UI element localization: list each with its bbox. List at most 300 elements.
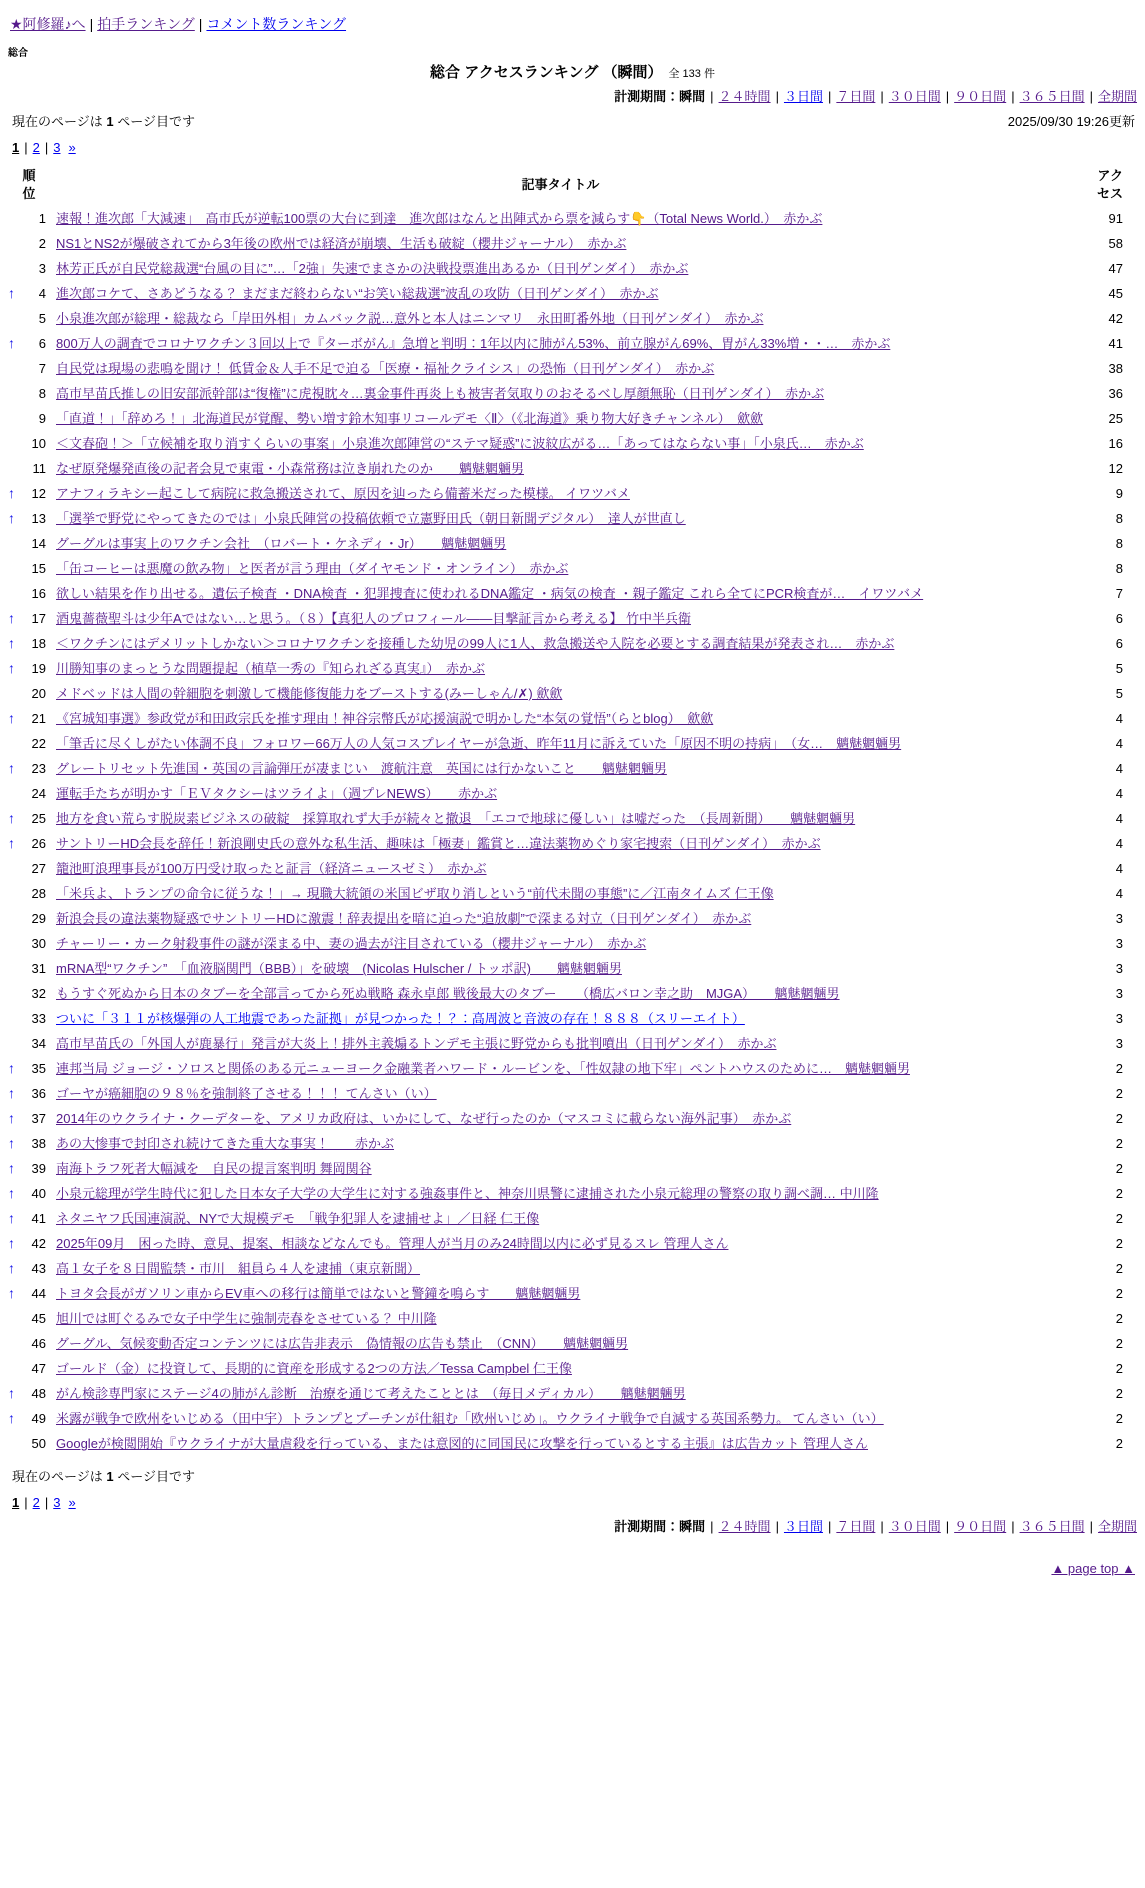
access-count: 2 xyxy=(1115,1336,1123,1352)
access-count: 8 xyxy=(1115,536,1123,552)
table-row xyxy=(8,981,1137,1006)
title-cell xyxy=(50,631,1071,656)
period-option[interactable]: ３０日間 xyxy=(888,89,941,104)
article-link[interactable]: 「米兵よ、トランプの命令に従うな！」→ 現職大統領の米国ビザ取り消しという“前代未聞の事態”に／江南タイムズ 仁王像 xyxy=(56,886,774,902)
page-link[interactable]: 3 xyxy=(53,140,61,155)
article-link[interactable]: 「選挙で野党にやってきたのでは」小泉氏陣営の投稿依頼で立憲野田氏（朝日新聞デジタル） 達人が世直し xyxy=(56,511,686,527)
up-arrow-icon: ↑ xyxy=(8,510,15,527)
period-option[interactable]: ２４時間 xyxy=(718,89,771,104)
access-count: 6 xyxy=(1115,611,1123,627)
article-link[interactable]: なぜ原発爆発直後の記者会見で東電・小森常務は泣き崩れたのか 魑魅魍魎男 xyxy=(56,461,525,477)
title-cell xyxy=(50,1281,1071,1306)
table-row xyxy=(8,1381,1137,1406)
table-row xyxy=(8,631,1137,656)
table-row xyxy=(8,806,1137,831)
period-separator: | xyxy=(710,1519,714,1535)
access-count: 12 xyxy=(1108,461,1123,477)
article-link[interactable]: 林芳正氏が自民党総裁選“台風の目に”…「2強」失速でまさかの決戦投票進出あるか（日刊ゲンダイ） 赤かぶ xyxy=(56,261,689,277)
up-arrow-icon: ↑ xyxy=(8,1110,15,1127)
period-label: 計測期間： xyxy=(614,89,680,104)
up-arrow-icon: ↑ xyxy=(8,285,15,302)
title-cell xyxy=(50,1356,1071,1381)
rank-cell xyxy=(8,856,50,881)
rank-number: 19 xyxy=(31,661,46,677)
table-row xyxy=(8,781,1137,806)
title-cell xyxy=(50,1206,1071,1231)
period-option[interactable]: ２４時間 xyxy=(718,1519,771,1535)
period-option[interactable]: ７日間 xyxy=(836,1519,876,1535)
title-cell xyxy=(50,606,1071,631)
title-cell xyxy=(50,381,1071,406)
nav-separator: | xyxy=(89,16,94,32)
access-count: 7 xyxy=(1115,586,1123,602)
title-cell xyxy=(50,581,1071,606)
period-separator: | xyxy=(1011,89,1015,104)
article-link[interactable]: グーグルは事実上のワクチン会社 （ロバート・ケネディ・Jr） 魑魅魍魎男 xyxy=(56,536,507,552)
article-link[interactable]: アナフィラキシー起こして病院に救急搬送されて、原因を辿ったら備蓄米だった模様。 イワツバメ xyxy=(56,486,630,502)
table-row xyxy=(8,306,1137,331)
table-row xyxy=(8,1156,1137,1181)
rank-number: 49 xyxy=(31,1411,46,1427)
article-link[interactable]: 800万人の調査でコロナワクチン３回以上で『ターボがん』急増と判明：1年以内に肺がん53%、前立腺がん69%、胃がん33%増・・… 赤かぶ xyxy=(56,336,891,352)
access-count: 2 xyxy=(1115,1211,1123,1227)
rank-number: 43 xyxy=(31,1261,46,1277)
table-row xyxy=(8,381,1137,406)
period-option[interactable]: ９０日間 xyxy=(954,89,1007,104)
rank-cell xyxy=(8,1306,50,1331)
up-arrow-icon: ↑ xyxy=(8,485,15,502)
access-count: 2 xyxy=(1115,1061,1123,1077)
title-cell xyxy=(50,1006,1071,1031)
access-count: 3 xyxy=(1115,1036,1123,1052)
access-count: 2 xyxy=(1115,1136,1123,1152)
rank-number: 22 xyxy=(31,736,46,752)
period-separator: | xyxy=(827,89,832,104)
table-row xyxy=(8,731,1137,756)
rank-cell xyxy=(8,1381,50,1406)
access-count: 2 xyxy=(1115,1311,1123,1327)
rank-number: 25 xyxy=(31,811,46,827)
next-page-link[interactable]: » xyxy=(68,140,76,155)
table-row xyxy=(8,581,1137,606)
period-option[interactable]: ７日間 xyxy=(836,89,876,104)
table-row xyxy=(8,256,1137,281)
table-row xyxy=(8,831,1137,856)
up-arrow-icon: ↑ xyxy=(8,835,15,852)
article-link[interactable]: Googleが検閲開始『ウクライナが大量虐殺を行っている、または意図的に同国民に攻撃を行っているとする主張』は広告カット 管理人さん xyxy=(56,1436,869,1452)
up-arrow-icon: ↑ xyxy=(8,660,15,677)
rank-cell xyxy=(8,731,50,756)
title-cell xyxy=(50,506,1071,531)
rank-cell xyxy=(8,1031,50,1056)
pagination-top xyxy=(12,140,1137,155)
period-option[interactable]: ３日間 xyxy=(783,89,823,104)
rank-cell xyxy=(8,1156,50,1181)
up-arrow-icon: ↑ xyxy=(8,1085,15,1102)
article-link[interactable]: ついに「３１１が核爆弾の人工地震であった証拠」が見つかった！？：高周波と音波の存在！８８８（スリーエイト） xyxy=(56,1011,745,1027)
access-count: 8 xyxy=(1115,511,1123,527)
period-separator: | xyxy=(880,1519,884,1535)
title-cell xyxy=(50,331,1071,356)
rank-number: 17 xyxy=(31,611,46,627)
access-count: 4 xyxy=(1115,811,1123,827)
rank-number: 23 xyxy=(31,761,46,777)
article-link[interactable]: ゴーヤが癌細胞の９８％を強制終了させる！！！ てんさい（い） xyxy=(56,1086,437,1102)
title-cell xyxy=(50,831,1071,856)
rank-cell xyxy=(8,956,50,981)
table-row xyxy=(8,1306,1137,1331)
access-count: 4 xyxy=(1115,711,1123,727)
article-link[interactable]: 「直道！」「辞めろ！」北海道民が覚醒、勢い増す鈴木知事リコールデモ〈Ⅱ〉（《北海道》乗り物大好きチャンネル） 歛歛 xyxy=(56,411,764,427)
article-link[interactable]: 2025年09月 困った時、意見、提案、相談などなんでも。管理人が当月のみ24時間以内に必ず見るスレ 管理人さん xyxy=(56,1236,729,1252)
access-count: 2 xyxy=(1115,1111,1123,1127)
title-cell xyxy=(50,531,1071,556)
article-link[interactable]: 高１女子を８日間監禁・市川 組員ら４人を逮捕（東京新聞） xyxy=(56,1261,421,1277)
period-separator: | xyxy=(1089,89,1093,104)
rank-cell xyxy=(8,1406,50,1431)
up-arrow-icon: ↑ xyxy=(8,1410,15,1427)
article-link[interactable]: グーグル、気候変動否定コンテンツには広告非表示 偽情報の広告も禁止 （CNN） 魑魅魍魎男 xyxy=(56,1336,629,1352)
access-count: 4 xyxy=(1115,836,1123,852)
rank-number: 18 xyxy=(31,636,46,652)
access-count: 2 xyxy=(1115,1411,1123,1427)
table-row xyxy=(8,681,1137,706)
period-option[interactable]: 全期間 xyxy=(1097,1519,1137,1535)
up-arrow-icon: ↑ xyxy=(8,710,15,727)
rank-cell xyxy=(8,806,50,831)
rank-number: 33 xyxy=(31,1011,46,1027)
period-separator: | xyxy=(945,1519,950,1535)
rank-column-header: 順 位 xyxy=(22,168,36,201)
article-link[interactable]: 2014年のウクライナ・クーデターを、アメリカ政府は、いかにして、なぜ行ったのか（マスコミに載らない海外記事） 赤かぶ xyxy=(56,1111,792,1127)
period-separator: | xyxy=(775,89,779,104)
nav-separator: | xyxy=(198,16,203,32)
rank-cell xyxy=(8,1331,50,1356)
access-count: 3 xyxy=(1115,986,1123,1002)
nav-link[interactable]: 拍手ランキング xyxy=(97,16,195,32)
table-row xyxy=(8,1231,1137,1256)
article-link[interactable]: サントリーHD会長を辞任！新浪剛史氏の意外な私生活、趣味は「極妻」鑑賞と…違法薬物めぐり家宅捜索（日刊ゲンダイ） 赤かぶ xyxy=(56,836,821,852)
rank-number: 42 xyxy=(31,1236,46,1252)
article-link[interactable]: トヨタ会長がガソリン車からEV車への移行は簡単ではないと警鐘を鳴らす 魑魅魍魎男 xyxy=(56,1286,581,1302)
up-arrow-icon: ↑ xyxy=(8,1135,15,1152)
article-link[interactable]: ネタニヤフ氏国連演説、NYで大規模デモ 「戦争犯罪人を逮捕せよ」／日経 仁王像 xyxy=(56,1211,540,1227)
rank-cell xyxy=(8,681,50,706)
table-row xyxy=(8,431,1137,456)
table-row xyxy=(8,931,1137,956)
rank-cell xyxy=(8,981,50,1006)
rank-cell xyxy=(8,656,50,681)
table-row xyxy=(8,1406,1137,1431)
article-link[interactable]: NS1とNS2が爆破されてから3年後の欧州では経済が崩壊、生活も破綻（櫻井ジャーナル） 赤かぶ xyxy=(56,236,627,252)
up-arrow-icon: ↑ xyxy=(8,335,15,352)
total-count: 全 133 件 xyxy=(668,68,715,80)
rank-number: 9 xyxy=(38,411,46,427)
page-link[interactable]: 3 xyxy=(53,1495,61,1511)
access-count: 3 xyxy=(1115,1011,1123,1027)
rank-cell xyxy=(8,1006,50,1031)
rank-cell xyxy=(8,1081,50,1106)
title-cell xyxy=(50,406,1071,431)
article-link[interactable]: グレートリセット先進国・英国の言論弾圧が凄まじい 渡航注意 英国には行かないこと 魑魅魍魎男 xyxy=(56,761,667,777)
article-link[interactable]: チャーリー・カーク射殺事件の謎が深まる中、妻の過去が注目されている（櫻井ジャーナル） 赤かぶ xyxy=(56,936,647,952)
rank-number: 6 xyxy=(38,336,46,352)
table-row xyxy=(8,856,1137,881)
article-link[interactable]: 酒鬼薔薇聖斗は少年Aではない…と思う。（８）【真犯人のプロフィール――目撃証言から考える】 竹中半兵衛 xyxy=(56,611,691,627)
rank-number: 47 xyxy=(31,1361,46,1377)
article-link[interactable]: あの大惨事で封印され続けてきた重大な事実！ 赤かぶ xyxy=(56,1136,395,1152)
up-arrow-icon: ↑ xyxy=(8,1285,15,1302)
top-nav xyxy=(10,14,1137,34)
rank-number: 20 xyxy=(31,686,46,702)
title-column-header: 記事タイトル xyxy=(521,176,600,192)
rank-cell xyxy=(8,331,50,356)
access-count: 25 xyxy=(1108,411,1123,427)
access-count: 2 xyxy=(1115,1261,1123,1277)
table-row xyxy=(8,1006,1137,1031)
page-title-line xyxy=(8,61,1137,82)
table-row xyxy=(8,281,1137,306)
table-row xyxy=(8,406,1137,431)
period-option[interactable]: ３０日間 xyxy=(888,1519,941,1535)
period-option[interactable]: ９０日間 xyxy=(954,1519,1007,1535)
rank-cell xyxy=(8,906,50,931)
rank-cell xyxy=(8,631,50,656)
article-link[interactable]: ゴールド（金）に投資して、長期的に資産を形成する2つの方法／Tessa Campbel 仁王像 xyxy=(56,1361,572,1377)
title-cell xyxy=(50,256,1071,281)
table-row xyxy=(8,1081,1137,1106)
title-cell xyxy=(50,1381,1071,1406)
article-link[interactable]: ＜ワクチンにはデメリットしかない＞コロナワクチンを接種した幼児の99人に1人、救急搬送や入院を必要とする調査結果が発表され… 赤かぶ xyxy=(56,636,895,652)
rank-cell xyxy=(8,1106,50,1131)
title-cell xyxy=(50,1231,1071,1256)
table-row xyxy=(8,356,1137,381)
title-cell xyxy=(50,781,1071,806)
rank-cell xyxy=(8,1231,50,1256)
title-cell xyxy=(50,1131,1071,1156)
rank-number: 11 xyxy=(32,461,46,477)
rank-cell xyxy=(8,256,50,281)
access-count: 42 xyxy=(1108,311,1123,327)
article-link[interactable]: 高市早苗氏の「外国人が鹿暴行」発言が大炎上！排外主義煽るトンデモ主張に野党からも批判噴出（日刊ゲンダイ） 赤かぶ xyxy=(56,1036,777,1052)
rank-number: 39 xyxy=(31,1161,46,1177)
access-count: 2 xyxy=(1115,1286,1123,1302)
period-bar-bottom xyxy=(8,1516,1137,1535)
rank-cell xyxy=(8,556,50,581)
article-link[interactable]: 米露が戦争で欧州をいじめる（田中宇）トランプとプーチンが仕組む「欧州いじめ」。ウクライナ戦争で自滅する英国系勢力。 てんさい（い） xyxy=(56,1411,884,1427)
table-row xyxy=(8,881,1137,906)
title-cell xyxy=(50,1106,1071,1131)
article-link[interactable]: 小泉元総理が学生時代に犯した日本女子大学の大学生に対する強姦事件と、神奈川県警に逮捕された小泉元総理の警察の取り調べ調… 中川隆 xyxy=(56,1186,879,1202)
period-option[interactable]: ３６５日間 xyxy=(1019,89,1085,104)
info-line xyxy=(8,111,1137,130)
access-count: 8 xyxy=(1115,561,1123,577)
article-link[interactable]: もうすぐ死ぬから日本のタブーを全部言ってから死ぬ戦略 森永卓郎 戦後最大のタブー （橋広バロン幸之助 MJGA） 魑魅魍魎男 xyxy=(56,986,840,1002)
title-cell xyxy=(50,1406,1071,1431)
article-link[interactable]: 旭川では町ぐるみで女子中学生に強制売春をさせている？ 中川隆 xyxy=(56,1311,437,1327)
title-cell xyxy=(50,231,1071,256)
article-link[interactable]: 速報！進次郎「大減速」 高市氏が逆転100票の大台に到達 進次郎はなんと出陣式から票を減らす👇（Total News World.） 赤かぶ xyxy=(56,211,823,227)
category-label: 総合 xyxy=(8,48,28,59)
page-separator: | xyxy=(44,1495,49,1511)
article-link[interactable]: 連邦当局 ジョージ・ソロスと関係のある元ニューヨーク金融業者ハワード・ルービンを、「性奴隷の地下牢」ペントハウスのために… 魑魅魍魎男 xyxy=(56,1061,910,1077)
article-link[interactable]: 運転手たちが明かす「ＥＶタクシーはツライよ」（週プレNEWS） 赤かぶ xyxy=(56,786,498,802)
access-count: 38 xyxy=(1108,361,1123,377)
rank-cell xyxy=(8,1431,50,1456)
table-row xyxy=(8,756,1137,781)
title-cell xyxy=(50,1081,1071,1106)
table-row xyxy=(8,1431,1137,1456)
table-row xyxy=(8,956,1137,981)
access-count: 91 xyxy=(1108,211,1123,227)
rank-cell xyxy=(8,356,50,381)
period-option[interactable]: ３日間 xyxy=(783,1519,823,1535)
title-cell xyxy=(50,756,1071,781)
rank-cell xyxy=(8,706,50,731)
rank-cell xyxy=(8,1356,50,1381)
rank-cell xyxy=(8,1256,50,1281)
table-row xyxy=(8,206,1137,231)
rank-number: 7 xyxy=(38,361,46,377)
title-cell xyxy=(50,856,1071,881)
period-option[interactable]: 全期間 xyxy=(1097,89,1137,104)
page-info-bottom: 現在のページは 1 ページ目です xyxy=(12,1469,195,1485)
access-count: 2 xyxy=(1115,1386,1123,1402)
access-count: 2 xyxy=(1115,1186,1123,1202)
article-link[interactable]: mRNA型“ワクチン” 「血液脳関門（BBB）」を破壊 (Nicolas Hulscher / トッポ訳) 魑魅魍魎男 xyxy=(56,961,622,977)
article-link[interactable]: 「缶コーヒーは悪魔の飲み物」と医者が言う理由（ダイヤモンド・オンライン） 赤かぶ xyxy=(56,561,569,577)
article-link[interactable]: 高市早苗氏推しの旧安部派幹部は“復権”に虎視眈々…裏金事件再炎上も被害者気取りのおそるべし厚顔無恥（日刊ゲンダイ） 赤かぶ xyxy=(56,386,825,402)
rank-cell xyxy=(8,1131,50,1156)
article-link[interactable]: メドベッドは人間の幹細胞を刺激して機能修復能力をブーストする(みーしゃん/✗) 歛歛 xyxy=(56,686,563,702)
rank-cell xyxy=(8,406,50,431)
up-arrow-icon: ↑ xyxy=(8,1160,15,1177)
article-link[interactable]: 川勝知事のまっとうな問題提起（植草一秀の『知られざる真実』） 赤かぶ xyxy=(56,661,486,677)
page-link[interactable]: 2 xyxy=(32,1495,40,1511)
rank-cell xyxy=(8,306,50,331)
page-top-link[interactable]: ▲ page top ▲ xyxy=(1051,1561,1135,1577)
rank-number: 31 xyxy=(31,961,46,977)
rank-number: 21 xyxy=(31,711,46,727)
nav-link[interactable]: コメント数ランキング xyxy=(206,16,347,32)
table-row xyxy=(8,656,1137,681)
title-cell xyxy=(50,1431,1071,1456)
rank-number: 46 xyxy=(31,1336,46,1352)
access-count: 2 xyxy=(1115,1361,1123,1377)
title-cell xyxy=(50,1306,1071,1331)
period-bar-top xyxy=(8,86,1137,105)
rank-number: 30 xyxy=(31,936,46,952)
title-cell xyxy=(50,206,1071,231)
rank-number: 13 xyxy=(31,511,46,527)
article-link[interactable]: 南海トラフ死者大幅減を 自民の提言案判明 舞岡関谷 xyxy=(56,1161,372,1177)
access-count: 2 xyxy=(1115,1161,1123,1177)
table-row xyxy=(8,1281,1137,1306)
article-link[interactable]: 《宮城知事選》参政党が和田政宗氏を推す理由！神谷宗幣氏が応援演説で明かした“本気の覚悟”（らとblog） 歛歛 xyxy=(56,711,714,727)
rank-number: 32 xyxy=(31,986,46,1002)
table-row xyxy=(8,606,1137,631)
rank-number: 27 xyxy=(31,861,46,877)
title-cell xyxy=(50,1156,1071,1181)
rank-number: 44 xyxy=(31,1286,46,1302)
article-link[interactable]: 籠池町浪理事長が100万円受け取ったと証言（経済ニュースゼミ） 赤かぶ xyxy=(56,861,487,877)
rank-number: 35 xyxy=(31,1061,46,1077)
rank-number: 41 xyxy=(31,1211,46,1227)
table-row xyxy=(8,1206,1137,1231)
article-link[interactable]: 「筆舌に尽くしがたい体調不良」フォロワー66万人の人気コスプレイヤーが急逝、昨年11月に訴えていた「原因不明の持病」 （女… 魑魅魍魎男 xyxy=(56,736,902,752)
rank-cell xyxy=(8,231,50,256)
article-link[interactable]: 新浪会長の違法薬物疑惑でサントリーHDに激震！辞表提出を暗に迫った“追放劇”で深まる対立（日刊ゲンダイ） 赤かぶ xyxy=(56,911,752,927)
access-count: 41 xyxy=(1108,336,1123,352)
rank-cell xyxy=(8,606,50,631)
article-link[interactable]: 小泉進次郎が総理・総裁なら「岸田外相」カムバック説…意外と本人はニンマリ 永田町番外地（日刊ゲンダイ） 赤かぶ xyxy=(56,311,764,327)
article-link[interactable]: 欲しい結果を作り出せる。遺伝子検査 ・DNA検査 ・犯罪捜査に使われるDNA鑑定 ・病気の検査 ・親子鑑定 これら全てにPCR検査が… イワツバメ xyxy=(56,586,924,602)
access-count: 16 xyxy=(1108,436,1123,452)
up-arrow-icon: ↑ xyxy=(8,635,15,652)
access-count: 4 xyxy=(1115,761,1123,777)
page-link[interactable]: 2 xyxy=(32,140,40,155)
title-cell xyxy=(50,481,1071,506)
up-arrow-icon: ↑ xyxy=(8,1260,15,1277)
title-cell xyxy=(50,681,1071,706)
rank-cell xyxy=(8,206,50,231)
table-row xyxy=(8,1181,1137,1206)
access-count: 58 xyxy=(1108,236,1123,252)
table-row xyxy=(8,231,1137,256)
table-row xyxy=(8,1356,1137,1381)
access-count: 3 xyxy=(1115,911,1123,927)
title-cell xyxy=(50,456,1071,481)
article-link[interactable]: 進次郎コケて、さあどうなる？ まだまだ終わらない“お笑い総裁選”波乱の攻防（日刊ゲンダイ） 赤かぶ xyxy=(56,286,659,302)
table-row xyxy=(8,456,1137,481)
rank-number: 36 xyxy=(31,1086,46,1102)
next-page-link[interactable]: » xyxy=(68,1495,76,1511)
table-row xyxy=(8,331,1137,356)
rank-number: 37 xyxy=(31,1111,46,1127)
rank-number: 14 xyxy=(31,536,46,552)
page-info: 現在のページは 1 ページ目です xyxy=(12,114,195,129)
access-count: 4 xyxy=(1115,736,1123,752)
rank-cell xyxy=(8,1181,50,1206)
article-link[interactable]: ＜文春砲！＞「立候補を取り消すくらいの事案」小泉進次郎陣営の“ステマ疑惑”に波紋広がる…「あってはならない事」「小泉氏… 赤かぶ xyxy=(56,436,864,452)
nav-link[interactable]: ★阿修羅♪へ xyxy=(10,16,86,32)
access-count: 3 xyxy=(1115,961,1123,977)
rank-number: 1 xyxy=(38,211,46,227)
title-cell xyxy=(50,306,1071,331)
article-link[interactable]: 自民党は現場の悲鳴を聞け！ 低賃金＆人手不足で迫る「医療・福祉クライシス」の恐怖（日刊ゲンダイ） 赤かぶ xyxy=(56,361,715,377)
period-option[interactable]: ３６５日間 xyxy=(1019,1519,1085,1535)
table-row xyxy=(8,706,1137,731)
table-row xyxy=(8,1031,1137,1056)
table-row xyxy=(8,1106,1137,1131)
rank-number: 26 xyxy=(31,836,46,852)
rank-number: 2 xyxy=(38,236,46,252)
title-cell xyxy=(50,706,1071,731)
period-separator: | xyxy=(1089,1519,1093,1535)
article-link[interactable]: 地方を食い荒らす脱炭素ビジネスの破綻 採算取れず大手が続々と撤退 「エコで地球に優しい」は嘘だった （長周新聞） 魑魅魍魎男 xyxy=(56,811,856,827)
article-link[interactable]: がん検診専門家にステージ4の肺がん診断 治療を通じて考えたこととは （毎日メディカル） 魑魅魍魎男 xyxy=(56,1386,686,1402)
rank-cell xyxy=(8,931,50,956)
rank-cell xyxy=(8,1281,50,1306)
title-cell xyxy=(50,731,1071,756)
rank-cell xyxy=(8,781,50,806)
period-separator: | xyxy=(827,1519,832,1535)
access-count: 47 xyxy=(1108,261,1123,277)
table-row xyxy=(8,481,1137,506)
table-header-row xyxy=(8,161,1137,206)
title-cell xyxy=(50,356,1071,381)
title-cell xyxy=(50,1056,1071,1081)
